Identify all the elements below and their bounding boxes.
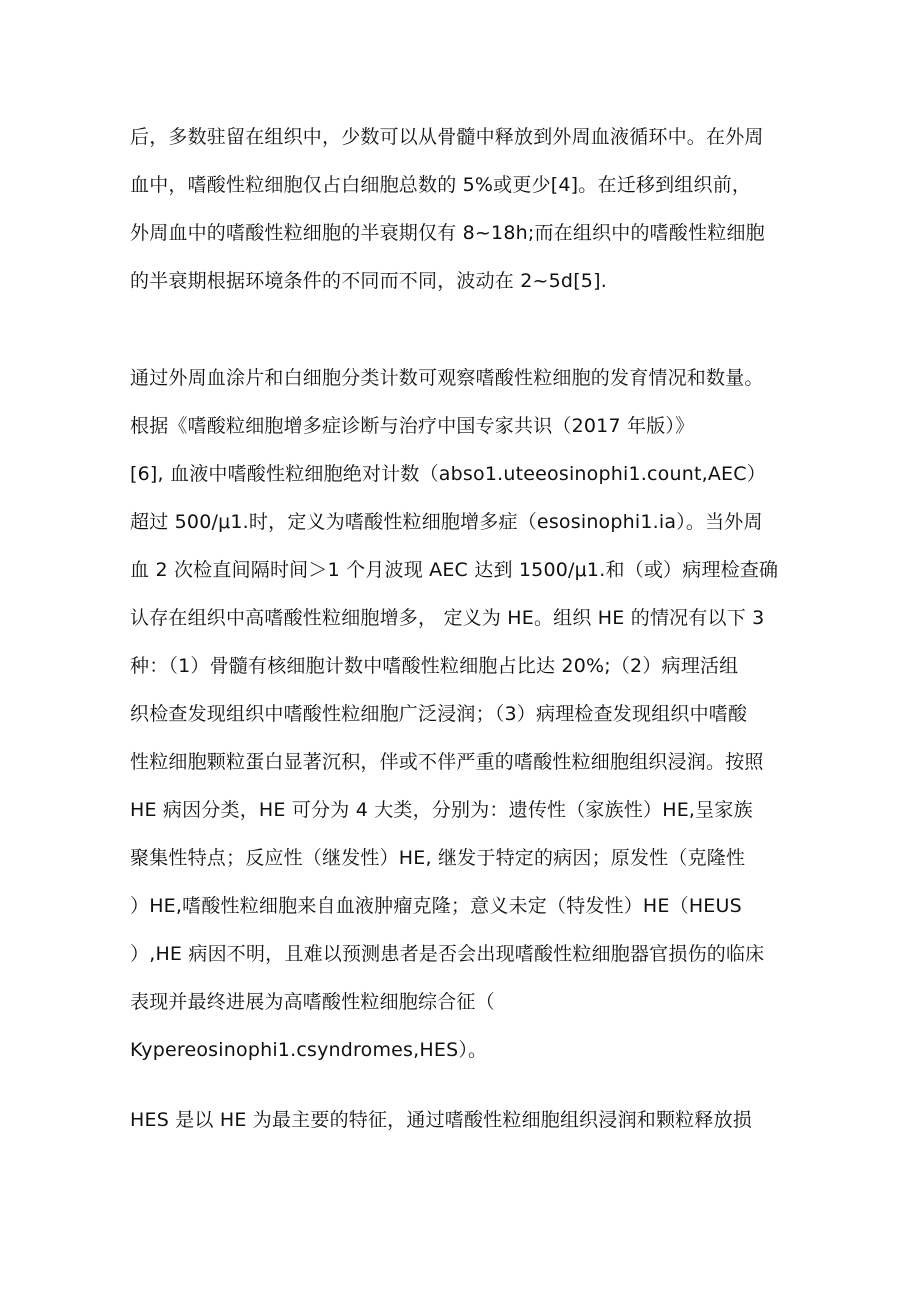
- text-line: ）HE,嗜酸性粒细胞来自血液肿瘤克隆；意义未定（特发性）HE（HEUS: [130, 895, 742, 917]
- text-line: 超过 500/μ1.时，定义为嗜酸性粒细胞增多症（esosinophi1.ia）。当外周: [130, 511, 763, 533]
- text-line: 种：（1）骨髓有核细胞计数中嗜酸性粒细胞占比达 20%;（2）病理活组: [130, 655, 739, 677]
- text-line: 性粒细胞颗粒蛋白显著沉积，伴或不伴严重的嗜酸性粒细胞组织浸润。按照: [130, 751, 764, 773]
- text-line: 后，多数驻留在组织中，少数可以从骨髓中释放到外周血液循环中。在外周: [130, 126, 764, 148]
- text-line: 外周血中的嗜酸性粒细胞的半衰期仅有 8~18h;而在组织中的嗜酸性粒细胞: [130, 222, 765, 244]
- text-line: 认存在组织中高嗜酸性粒细胞增多， 定义为 HE。组织 HE 的情况有以下 3: [130, 607, 765, 629]
- text-line: Kypereosinophi1.csyndromes,HES）。: [130, 1039, 488, 1061]
- text-line: 聚集性特点；反应性（继发性）HE, 继发于特定的病因；原发性（克隆性: [130, 847, 746, 869]
- text-line: 血 2 次检直间隔时间＞1 个月波现 AEC 达到 1500/μ1.和（或）病理检查确: [130, 559, 779, 581]
- text-line: HES 是以 HE 为最主要的特征，通过嗜酸性粒细胞组织浸润和颗粒释放损: [130, 1109, 752, 1131]
- text-line: ）,HE 病因不明，且难以预测患者是否会出现嗜酸性粒细胞器官损伤的临床: [130, 943, 765, 965]
- text-line: 血中，嗜酸性粒细胞仅占白细胞总数的 5%或更少[4]。在迁移到组织前，: [130, 174, 752, 196]
- text-line: 根据《嗜酸粒细胞增多症诊断与治疗中国专家共识（2017 年版）》: [130, 415, 695, 437]
- text-line: 织检查发现组织中嗜酸性粒细胞广泛浸润；（3）病理检查发现组织中嗜酸: [130, 703, 748, 725]
- text-line: [6], 血液中嗜酸性粒细胞绝对计数（abso1.uteeosinophi1.count,AEC）: [130, 463, 766, 485]
- text-line: 的半衰期根据环境条件的不同而不同，波动在 2~5d[5].: [130, 270, 607, 292]
- text-line: HE 病因分类，HE 可分为 4 大类，分别为：遗传性（家族性）HE,呈家族: [130, 799, 753, 821]
- text-line: 通过外周血涂片和白细胞分类计数可观察嗜酸性粒细胞的发育情况和数量。: [130, 367, 764, 389]
- text-line: 表现并最终进展为高嗜酸性粒细胞综合征（: [130, 991, 495, 1013]
